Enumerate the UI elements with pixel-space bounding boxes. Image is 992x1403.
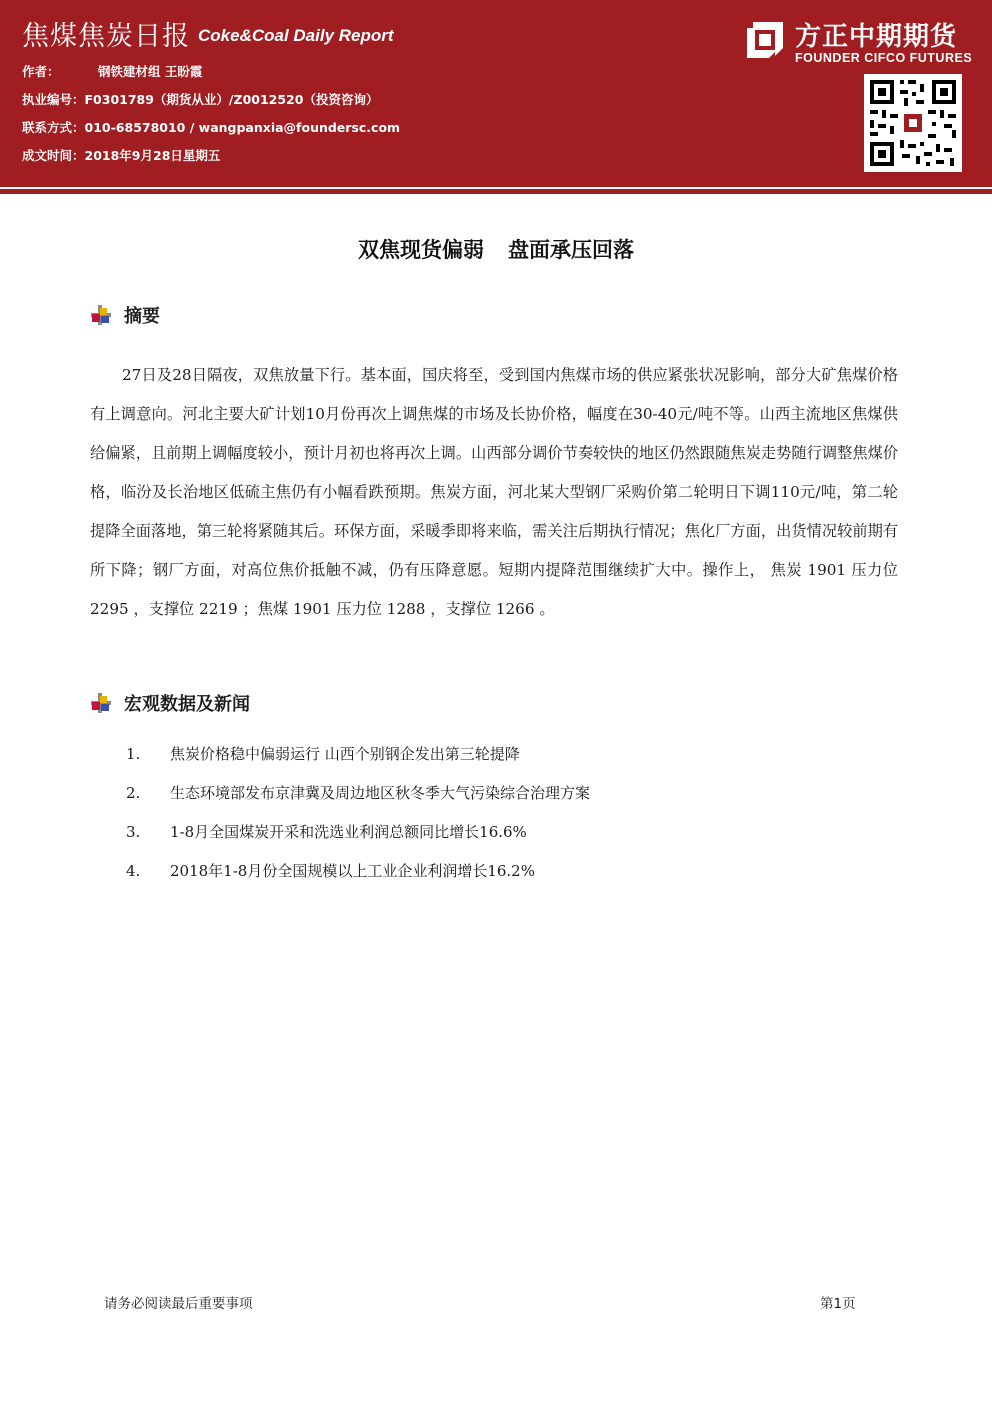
- qr-code-icon: [864, 74, 962, 172]
- section-bullet-icon: [90, 692, 112, 714]
- company-logo: [745, 18, 975, 70]
- list-item[interactable]: [126, 736, 886, 775]
- list-item-text[interactable]: 1-8月全国煤炭开采和洗选业利润总额同比增长16.6%: [170, 823, 527, 841]
- list-item[interactable]: [126, 775, 886, 814]
- report-header: [0, 0, 992, 184]
- list-item[interactable]: [126, 814, 886, 853]
- meta-author-label: 作者：: [22, 64, 60, 79]
- list-item[interactable]: [126, 853, 886, 892]
- list-item-text[interactable]: 生态环境部发布京津冀及周边地区秋冬季大气污染综合治理方案: [170, 784, 591, 802]
- report-title-cn: 焦煤焦炭日报: [22, 21, 190, 52]
- meta-license: [22, 90, 400, 118]
- meta-date: [22, 146, 400, 174]
- document-title-part2: 盘面承压回落: [508, 238, 634, 262]
- header-divider: [0, 184, 992, 194]
- meta-contact: [22, 118, 400, 146]
- news-list: [126, 736, 886, 892]
- list-item-number: 3.: [126, 823, 141, 841]
- summary-paragraph: 27日及28日隔夜，双焦放量下行。基本面，国庆将至，受到国内焦煤市场的供应紧张状况影响，部分大矿焦煤价格有上调意向。河北主要大矿计划10月份再次上调焦煤的市场及长协价格，幅度在30-40元/吨不等。山西主流地区焦煤供给偏紧，且前期上调幅度较小，预计月初也将再次上调。山西部分调价节奏较快的地区仍然跟随焦炭走势随行调整焦煤价格，临汾及长治地区低硫主焦仍有小幅看跌预期。焦炭方面，河北某大型钢厂采购价第二轮明日下调110元/吨，第二轮提降全面落地，第三轮将紧随其后。环保方面，采暖季即将来临，需关注后期执行情况；焦化厂方面，出货情况较前期有所下降；钢厂方面，对高位焦价抵触不减，仍有压降意愿。短期内提降范围继续扩大中。操作上， 焦炭 1901 压力位 2295 ，支撑位 2219 ；焦煤 1901 压力位 1288 ，支撑位 1266 。: [90, 366, 898, 618]
- meta-date-value: 2018年9月28日星期五: [84, 148, 221, 163]
- meta-author-value: 钢铁建材组 王盼霞: [98, 64, 203, 79]
- list-item-text[interactable]: 2018年1-8月份全国规模以上工业企业利润增长16.2%: [170, 862, 535, 880]
- logo-name-en: FOUNDER CIFCO FUTURES: [795, 51, 973, 65]
- meta-license-label: 执业编号：: [22, 92, 85, 107]
- summary-heading-label: 摘要: [124, 306, 160, 327]
- section-bullet-icon: [90, 304, 112, 326]
- news-heading-label: 宏观数据及新闻: [124, 694, 250, 715]
- logo-mark-icon: [745, 20, 785, 60]
- meta-author: [22, 62, 400, 90]
- list-item-text[interactable]: 焦炭价格稳中偏弱运行 山西个别钢企发出第三轮提降: [170, 745, 520, 763]
- list-item-number: 1.: [126, 745, 141, 763]
- document-title: [0, 234, 992, 264]
- logo-name-cn: 方正中期期货: [795, 22, 958, 52]
- list-item-number: 4.: [126, 862, 141, 880]
- footer-notice: 请务必阅读最后重要事项: [104, 1296, 253, 1312]
- report-meta: [22, 62, 400, 174]
- list-item-number: 2.: [126, 784, 141, 802]
- meta-license-value: F0301789（期货从业）/Z0012520（投资咨询）: [84, 92, 379, 107]
- page-number: 第1页: [820, 1296, 856, 1312]
- meta-contact-label: 联系方式：: [22, 120, 85, 135]
- meta-date-label: 成文时间：: [22, 148, 85, 163]
- report-title-en: Coke&Coal Daily Report: [198, 26, 394, 45]
- meta-contact-value[interactable]: 010-68578010 / wangpanxia@foundersc.com: [84, 120, 401, 135]
- document-title-part1: 双焦现货偏弱: [358, 238, 484, 262]
